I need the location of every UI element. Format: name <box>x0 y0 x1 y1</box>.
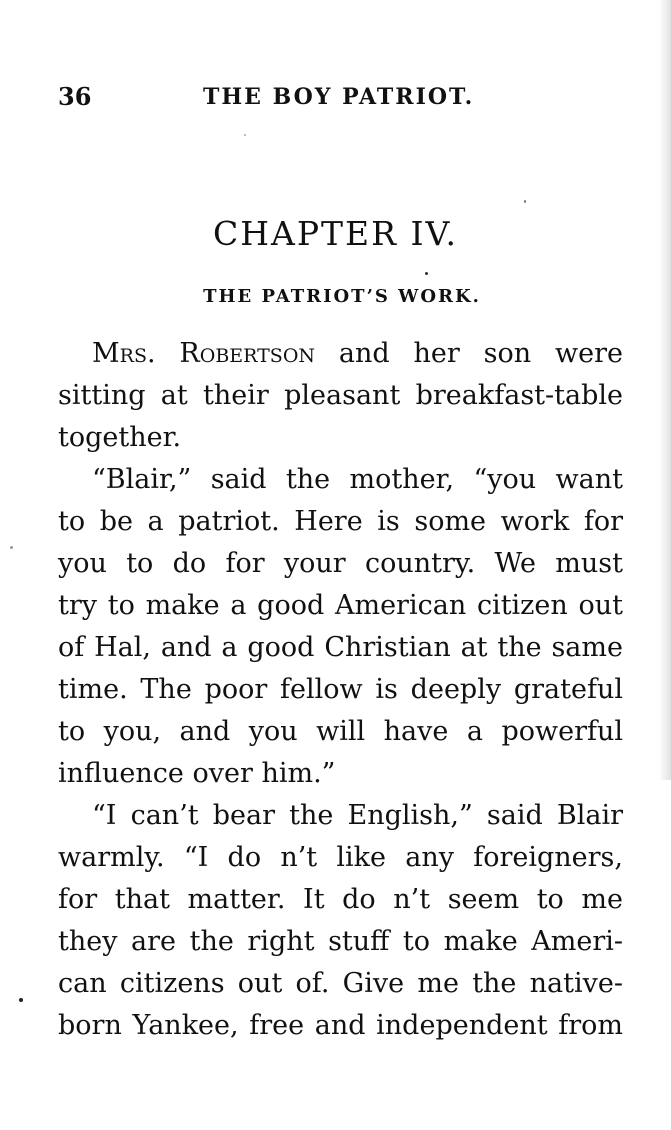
text-line: for that matter. It do n’t seem to me <box>58 884 623 915</box>
text-line: “I can’t bear the English,” said Blair <box>92 800 623 831</box>
text-line: of Hal, and a good Christian at the same <box>58 632 623 663</box>
page-edge-shadow <box>659 0 671 780</box>
scan-speck <box>244 134 246 136</box>
scan-speck <box>524 200 526 203</box>
running-title: THE BOY PATRIOT. <box>203 84 475 110</box>
text-line: born Yankee, free and independent from <box>58 1010 623 1041</box>
paragraph-3 <box>58 795 623 1047</box>
chapter-title: CHAPTER IV. <box>212 214 459 253</box>
text-line: to you, and you will have a powerful <box>58 716 623 747</box>
line-rest: and her son were <box>315 338 623 369</box>
page-number: 36 <box>58 82 92 111</box>
text-line: influence over him.” <box>58 758 336 789</box>
text-line: together. <box>58 422 182 453</box>
text-line: can citizens out of. Give me the native- <box>58 968 623 999</box>
paragraph-1 <box>58 333 623 459</box>
scan-speck <box>10 546 13 549</box>
scan-speck <box>19 998 23 1002</box>
text-line: time. The poor fellow is deeply grateful <box>58 674 623 705</box>
text-line: they are the right stuff to make Ameri- <box>58 926 623 957</box>
small-caps-name: Mrs. Robertson <box>92 338 316 369</box>
text-line: “Blair,” said the mother, “you want <box>92 464 623 495</box>
text-line: sitting at their pleasant breakfast-table <box>58 380 623 411</box>
paragraph-2 <box>58 459 623 795</box>
chapter-subtitle: THE PATRIOT’S WORK. <box>203 286 481 307</box>
scan-speck <box>425 272 428 275</box>
page-header <box>58 78 623 112</box>
body-text <box>58 333 623 1047</box>
text-line: try to make a good American citizen out <box>58 590 623 621</box>
text-line <box>58 333 623 375</box>
text-line: warmly. “I do n’t like any foreigners, <box>58 842 623 873</box>
text-line: you to do for your country. We must <box>58 548 623 579</box>
text-line: to be a patriot. Here is some work for <box>58 506 623 537</box>
